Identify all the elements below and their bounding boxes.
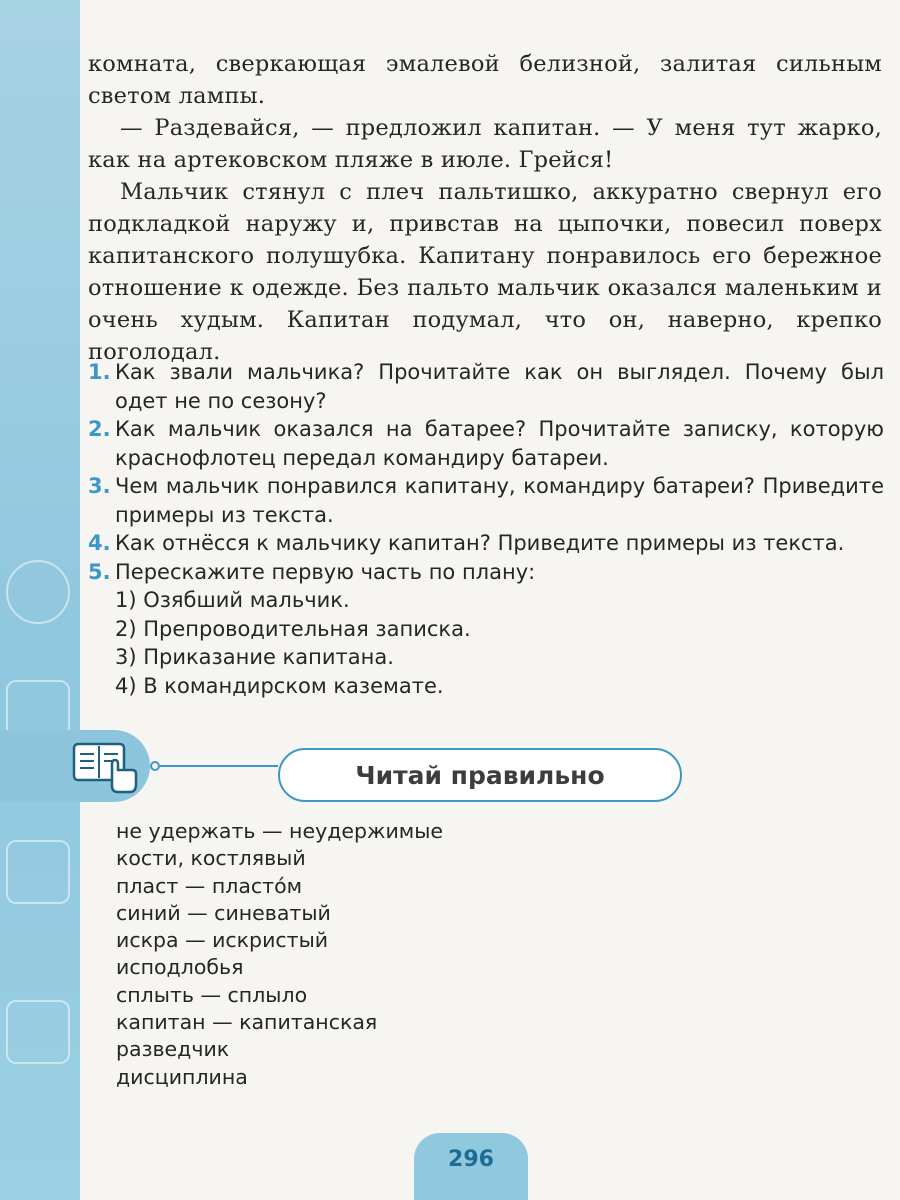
word-pair: сплыть — сплыло [116,982,308,1007]
word-pair: капитан — капитанская [116,1010,378,1035]
word-pair: пласт — пласто́м [116,873,303,898]
question-number: 1. [88,360,111,384]
question-text: Как отнёсся к мальчику капитан? Приведите примеры из текста. [115,531,845,555]
word-pair: синий — синеватый [116,900,331,925]
plan-item: 3) Приказание капитана. [115,645,394,669]
word-pair: дисциплина [116,1064,248,1089]
question-number: 2. [88,417,111,441]
story-paragraph: — Раздевайся, — предложил капитан. — У меня тут жарко, как на артековском пляже в июле. Грейся! [88,115,882,173]
word-pair: кости, костлявый [116,846,306,871]
story-text [88,48,882,368]
retelling-plan [115,586,884,700]
question-number: 3. [88,474,111,498]
word-pair: не удержать — неудержимые [116,819,444,843]
word-pair: искра — искристый [116,928,329,953]
sidebar-decoration [0,0,80,1200]
question-item [88,529,884,558]
connector-line [160,765,278,767]
section-title: Читай правильно [278,748,682,802]
plan-item: 1) Озябший мальчик. [115,588,350,612]
question-text: Как звали мальчика? Прочитайте как он выглядел. Почему был одет не по сезону? [115,360,884,413]
question-text: Как мальчик оказался на батарее? Прочитайте записку, которую краснофлотец передал командиру батареи. [115,417,884,470]
plan-item: 4) В командирском каземате. [115,673,444,698]
story-paragraph: Мальчик стянул с плеч пальтишко, аккуратно свернул его подкладкой наружу и, привстав на цыпочки, повесил поверх капитанского полушубка. Капитану понравилось его бережное отношение к одежде. Без пальто мальчик оказался маленьким и очень худым. Капитан подумал, что он, наверно, крепко поголодал. [88,179,882,365]
connector-dot [150,761,160,771]
questions-list [88,358,884,700]
book-decoration-icon [6,1000,70,1064]
question-item [88,415,884,472]
story-paragraph: комната, сверкающая эмалевой белизной, залитая сильным светом лампы. [88,51,882,109]
question-number: 5. [88,559,111,584]
word-pair: исподлобья [116,955,244,980]
question-text: Перескажите первую часть по плану: [115,559,536,584]
document-decoration-icon [6,840,70,904]
question-item [88,472,884,529]
page-number: 296 [414,1133,528,1200]
question-item [88,558,884,701]
question-item [88,358,884,415]
plan-item: 2) Препроводительная записка. [115,616,471,641]
gear-decoration-icon [6,560,70,624]
question-number: 4. [88,531,111,555]
word-pair: разведчик [116,1037,230,1062]
word-pairs-list [116,818,443,1091]
question-text: Чем мальчик понравился капитану, командиру батареи? Приведите примеры из текста. [115,474,884,527]
reading-book-hand-icon [72,738,140,796]
